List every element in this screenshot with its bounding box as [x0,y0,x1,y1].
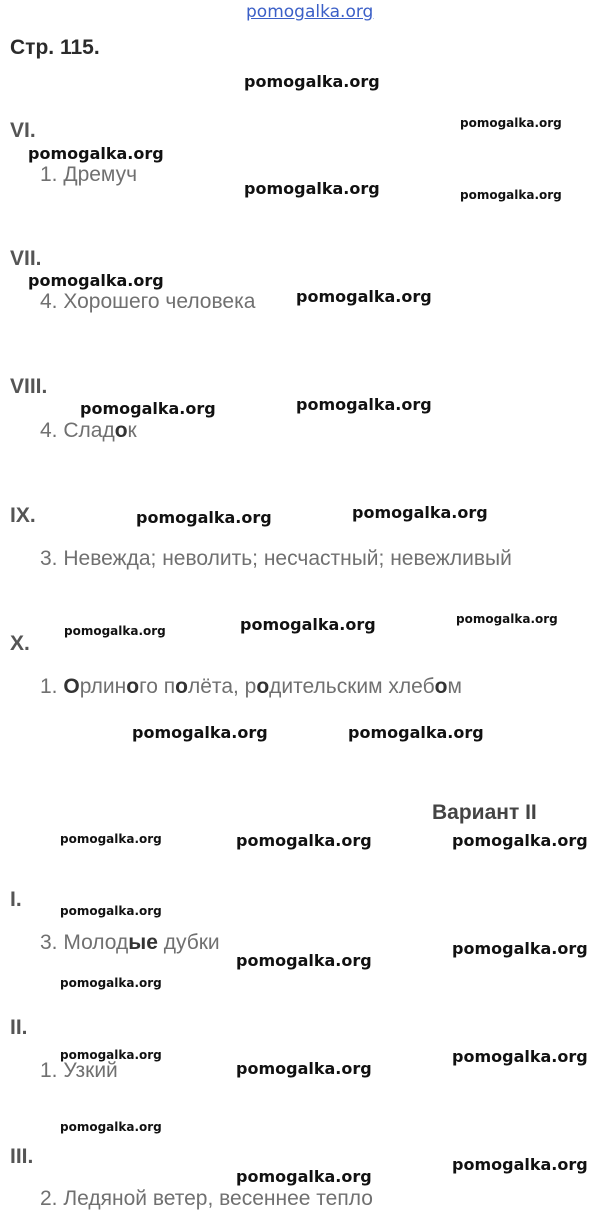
section-number-x: X. [10,632,30,655]
watermark: pomogalka.org [296,395,432,414]
watermark: pomogalka.org [80,399,216,418]
answer-iii: 2. Ледяной ветер, весеннее тепло [40,1187,373,1210]
answer-x-bold: О [63,675,80,698]
section-number-vi: VI. [10,119,36,142]
watermark: pomogalka.org [236,831,372,850]
answer-x-text: го п [139,675,176,698]
watermark: pomogalka.org [452,831,588,850]
watermark: pomogalka.org [460,188,562,202]
answer-x-text: лёта, р [188,675,257,698]
watermark: pomogalka.org [452,939,588,958]
answer-i-text-a: 3. Молод [40,931,129,954]
answer-x-bold: о [175,675,188,698]
watermark: pomogalka.org [236,1167,372,1186]
watermark: pomogalka.org [296,287,432,306]
answer-x-bold: о [126,675,140,698]
section-number-vii: VII. [10,247,42,270]
watermark: pomogalka.org [60,1048,162,1062]
section-number-ii: II. [10,1016,28,1039]
answer-viii-bold: о [114,419,128,442]
answer-vii: 4. Хорошего человека [40,290,256,313]
watermark: pomogalka.org [240,615,376,634]
answer-ii: 1. Узкий [40,1059,118,1082]
watermark: pomogalka.org [348,723,484,742]
watermark: pomogalka.org [60,904,162,918]
watermark: pomogalka.org [244,72,380,91]
answer-viii-text-b: к [127,419,137,442]
answer-i [40,931,220,955]
answer-i-bold: ые [128,931,158,954]
watermark: pomogalka.org [60,832,162,846]
answer-x-text: 1. [40,675,64,698]
watermark: pomogalka.org [236,1059,372,1078]
watermark: pomogalka.org [452,1047,588,1066]
watermark: pomogalka.org [460,116,562,130]
watermark: pomogalka.org [64,624,166,638]
answer-vi: 1. Дремуч [40,163,138,186]
answer-x-bold: о [256,675,270,698]
watermark: pomogalka.org [456,612,558,626]
watermark: pomogalka.org [60,976,162,990]
watermark: pomogalka.org [60,1120,162,1134]
answer-viii-text-a: 4. Слад [40,419,115,442]
variant-title: Вариант II [432,801,537,824]
answer-i-text-b: дубки [157,931,220,954]
answer-x [40,675,462,699]
page-title: Стр. 115. [10,36,100,59]
answer-ix: 3. Невежда; неволить; несчастный; невежливый [40,547,512,570]
watermark: pomogalka.org [132,723,268,742]
answer-viii [40,419,137,443]
watermark: pomogalka.org [28,271,164,290]
answer-x-text: рлин [79,675,127,698]
site-link-header[interactable]: pomogalka.org [246,2,374,22]
section-number-i: I. [10,888,22,911]
section-number-viii: VIII. [10,375,48,398]
watermark: pomogalka.org [452,1155,588,1174]
section-number-ix: IX. [10,504,36,527]
watermark: pomogalka.org [352,503,488,522]
section-number-iii: III. [10,1145,34,1168]
answer-x-bold: о [434,675,448,698]
watermark: pomogalka.org [28,144,164,163]
watermark: pomogalka.org [136,508,272,527]
watermark: pomogalka.org [244,179,380,198]
answer-x-text: дительским хлеб [269,675,435,698]
answer-x-text: м [447,675,462,698]
watermark: pomogalka.org [236,951,372,970]
